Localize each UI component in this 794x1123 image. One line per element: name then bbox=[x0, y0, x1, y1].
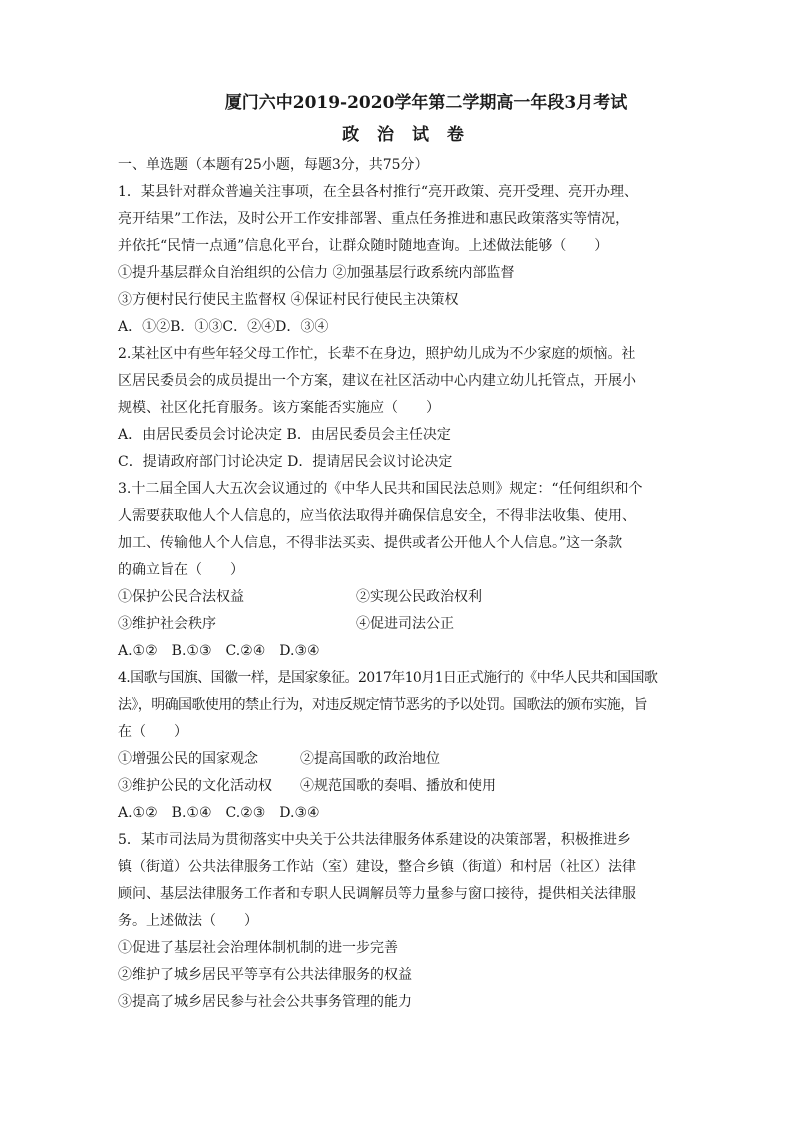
statement-option: ③维护社会秩序 bbox=[118, 616, 216, 632]
section-heading: 一、单选题（本题有25小题，每题3分，共75分） bbox=[118, 157, 429, 173]
question-text-line: 的确立旨在（ ） bbox=[118, 562, 244, 578]
question-text-line: 1．某县针对群众普遍关注事项，在全县各村推行“亮开政策、亮开受理、亮开办理、 bbox=[118, 184, 639, 200]
question-text-line: 规模、社区化托育服务。该方案能否实施应（ ） bbox=[118, 400, 440, 416]
exam-title: 厦门六中2019-2020学年第二学期高一年段3月考试 bbox=[224, 93, 628, 113]
question-1 bbox=[118, 179, 694, 341]
statement-options-line: ③方便村民行使民主监督权 ④保证村民行使民主决策权 bbox=[118, 292, 459, 308]
answer-choices: A．由居民委员会讨论决定 B．由居民委员会主任决定 bbox=[118, 427, 451, 443]
statement-option: ③提高了城乡居民参与社会公共事务管理的能力 bbox=[118, 994, 412, 1010]
answer-choices: A．①②B．①③C．②④D．③④ bbox=[118, 319, 329, 335]
question-text-line: 法》，明确国歌使用的禁止行为，对违反规定情节恶劣的予以处罚。国歌法的颁布实施，旨 bbox=[118, 697, 647, 713]
statement-option: ④促进司法公正 bbox=[356, 616, 454, 632]
statement-option: ①促进了基层社会治理体制机制的进一步完善 bbox=[118, 940, 398, 956]
answer-choices: C．提请政府部门讨论决定 D．提请居民会议讨论决定 bbox=[118, 454, 453, 470]
answer-choices: A.①② B.①③ C.②④ D.③④ bbox=[118, 643, 320, 659]
statement-options-line: ①提升基层群众自治组织的公信力 ②加强基层行政系统内部监督 bbox=[118, 265, 515, 281]
statement-options-row bbox=[118, 584, 694, 611]
question-text-line: 在（ ） bbox=[118, 724, 188, 740]
question-text-line: 人需要获取他人个人信息的，应当依法取得并确保信息安全，不得非法收集、使用、 bbox=[118, 508, 636, 524]
question-text-line: 2.某社区中有些年轻父母工作忙，长辈不在身边，照护幼儿成为不少家庭的烦恼。社 bbox=[118, 346, 636, 362]
statement-options-line: ①增强公民的国家观念 ②提高国歌的政治地位 bbox=[118, 751, 440, 767]
question-text-line: 并依托“民情一点通”信息化平台，让群众随时随地查询。上述做法能够（ ） bbox=[118, 238, 609, 254]
statement-options-row bbox=[118, 611, 694, 638]
question-text-line: 3.十二届全国人大五次会议通过的《中华人民共和国民法总则》规定：“任何组织和个 bbox=[118, 481, 643, 497]
answer-choices: A.①② B.①④ C.②③ D.③④ bbox=[118, 805, 320, 821]
exam-subtitle: 政 治 试 卷 bbox=[342, 125, 470, 145]
statement-option: ②维护了城乡居民平等享有公共法律服务的权益 bbox=[118, 967, 412, 983]
statement-options-line: ③维护公民的文化活动权 ④规范国歌的奏唱、播放和使用 bbox=[118, 778, 496, 794]
question-text-line: 4.国歌与国旗、国徽一样，是国家象征。2017年10月1日正式施行的《中华人民共和国国歌 bbox=[118, 670, 658, 686]
question-text-line: 5．某市司法局为贯彻落实中央关于公共法律服务体系建设的决策部署，积极推进乡 bbox=[118, 832, 631, 848]
question-2 bbox=[118, 341, 694, 476]
statement-option: ①保护公民合法权益 bbox=[118, 589, 244, 605]
question-text-line: 区居民委员会的成员提出一个方案，建议在社区活动中心内建立幼儿托管点，开展小 bbox=[118, 373, 636, 389]
question-text-line: 镇（街道）公共法律服务工作站（室）建设，整合乡镇（街道）和村居（社区）法律 bbox=[118, 859, 636, 875]
question-3 bbox=[118, 476, 694, 665]
question-4 bbox=[118, 665, 694, 827]
question-text-line: 务。上述做法（ ） bbox=[118, 913, 258, 929]
question-text-line: 加工、传输他人个人信息，不得非法买卖、提供或者公开他人个人信息。”这一条款 bbox=[118, 535, 623, 551]
question-text-line: 顾问、基层法律服务工作者和专职人民调解员等力量参与窗口接待，提供相关法律服 bbox=[118, 886, 636, 902]
question-5 bbox=[118, 827, 694, 1016]
statement-option: ②实现公民政治权利 bbox=[356, 589, 482, 605]
question-text-line: 亮开结果”工作法，及时公开工作安排部署、重点任务推进和惠民政策落实等情况， bbox=[118, 211, 630, 227]
